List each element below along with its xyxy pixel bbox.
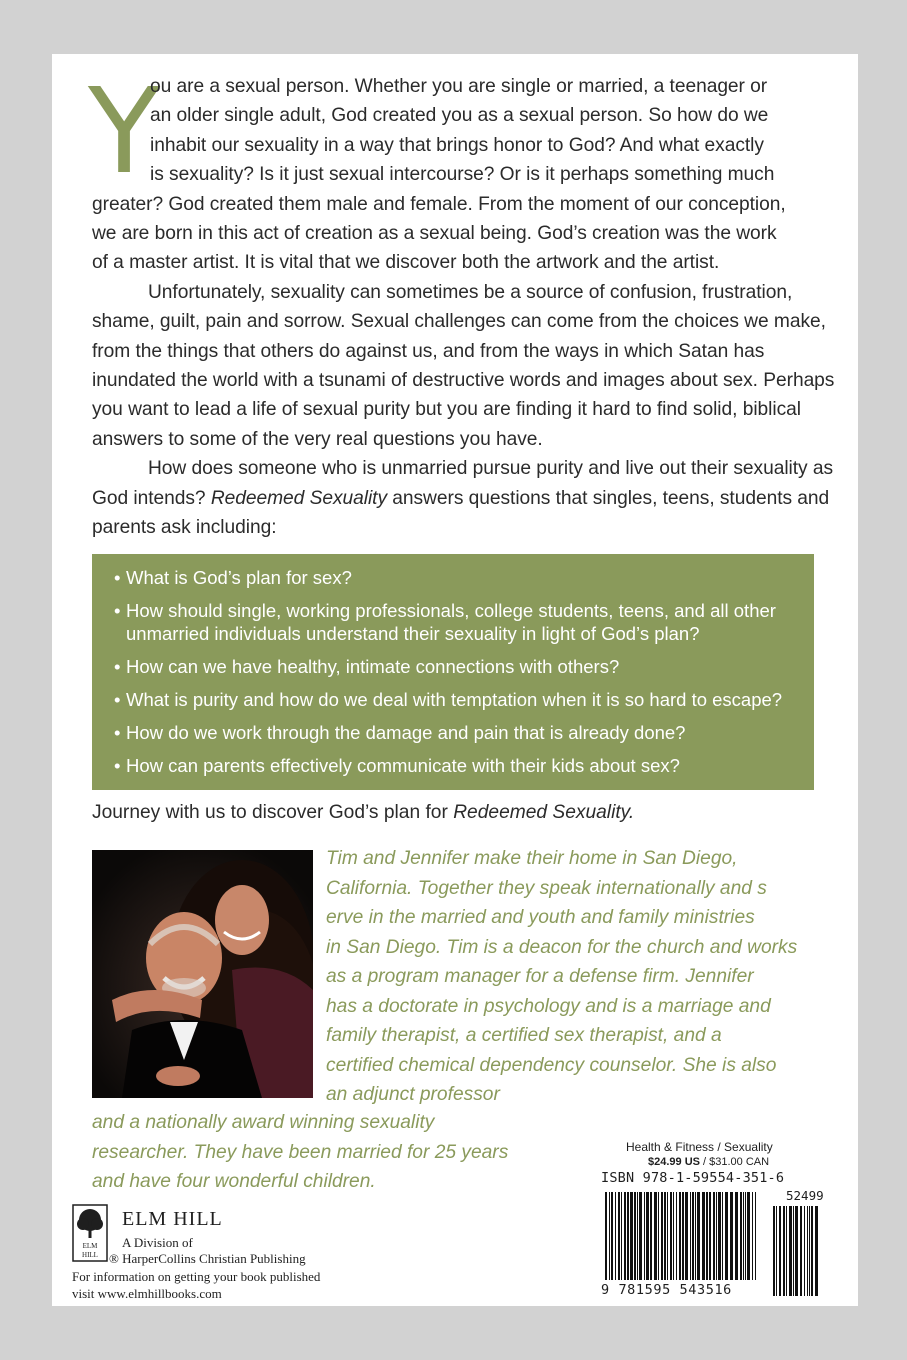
bio-line: and a nationally award winning sexuality <box>92 1112 435 1133</box>
barcode-bar <box>661 1192 663 1280</box>
barcode-bar <box>793 1206 794 1296</box>
barcode-bar <box>807 1206 808 1296</box>
journey-book-title: Redeemed Sexuality. <box>453 802 635 823</box>
second-paragraph: Unfortunately, sexuality can sometimes be a source of confusion, frustration, shame, guilt, pain and sorrow. Sexual challenges can come from the choices we make, from the things that others do against us, and from the ways in which Satan has inundated the world with a tsunami of destructive words and images about sex. Perhaps you want to lead a life of sexual purity but you are finding it hard to find solid, biblical answers to some of the very real questions you have. <box>92 281 835 450</box>
bio-line: California. Together they speak internationally and s <box>326 877 767 899</box>
publisher-name: ELM HILL <box>122 1208 223 1230</box>
barcode-bar <box>747 1192 750 1280</box>
barcode-bar <box>605 1192 607 1280</box>
barcode-bar <box>618 1192 620 1280</box>
questions-box <box>92 554 814 790</box>
bullet-icon: • <box>114 600 121 621</box>
barcode-bar <box>718 1192 721 1280</box>
barcode-bar <box>611 1192 613 1280</box>
barcode-bar <box>673 1192 674 1280</box>
barcode-bar <box>783 1206 785 1296</box>
barcode-bar <box>745 1192 746 1280</box>
barcode-bar <box>795 1206 798 1296</box>
price-supplement: 52499 <box>786 1188 824 1203</box>
journey-line <box>92 802 634 824</box>
barcode-bar <box>697 1192 700 1280</box>
barcode-bar <box>716 1192 717 1280</box>
barcode-bar <box>624 1192 626 1280</box>
barcode-bar <box>735 1192 738 1280</box>
question-item <box>114 599 814 645</box>
question-item <box>114 721 814 744</box>
isbn-label: ISBN 978-1-59554-351-6 <box>601 1170 785 1186</box>
barcode-digits: 9 781595 543516 <box>601 1282 732 1298</box>
barcode-bar <box>755 1192 756 1280</box>
publisher-division <box>109 1235 306 1267</box>
price-can: / $31.00 CAN <box>699 1156 770 1168</box>
barcode-bar <box>670 1192 672 1280</box>
barcode-bar <box>682 1192 684 1280</box>
question-text: How do we work through the damage and pain that is already done? <box>126 722 686 743</box>
bio-line: has a doctorate in psychology and is a marriage and <box>326 995 771 1017</box>
barcode-bar <box>627 1192 629 1280</box>
barcode-bar <box>650 1192 652 1280</box>
barcode-bar <box>752 1192 753 1280</box>
barcode-bar <box>615 1192 616 1280</box>
back-cover <box>52 54 858 1306</box>
author-bio-continued <box>92 1108 552 1197</box>
bullet-icon: • <box>114 567 121 588</box>
barcode-bar <box>702 1192 705 1280</box>
logo-text: HILL <box>82 1251 98 1259</box>
barcode-bar <box>695 1192 696 1280</box>
barcode-bar <box>786 1206 787 1296</box>
barcode-bar <box>740 1192 742 1280</box>
bullet-icon: • <box>114 722 121 743</box>
barcode-bar <box>725 1192 728 1280</box>
book-price <box>648 1156 769 1168</box>
question-text: What is purity and how do we deal with temptation when it is so hard to escape? <box>126 689 783 710</box>
division-line: A Division of <box>122 1235 193 1250</box>
barcode-bar <box>706 1192 708 1280</box>
intro-line: an older single adult, God created you as a sexual person. So how do we <box>150 105 769 127</box>
third-paragraph-start: How does someone who is unmarried pursue purity and live out their sexuality as God intends? <box>92 458 834 509</box>
barcode-bar <box>676 1192 677 1280</box>
third-paragraph-end: answers questions that singles, teens, students and parents ask including: <box>92 487 830 539</box>
barcode-bar <box>630 1192 633 1280</box>
description <box>92 72 844 543</box>
barcode-bar <box>776 1206 777 1296</box>
book-category: Health & Fitness / Sexuality <box>626 1140 773 1154</box>
barcode-bar <box>644 1192 645 1280</box>
barcode-bar <box>634 1192 636 1280</box>
publisher-info-line: visit www.elmhillbooks.com <box>72 1286 222 1301</box>
barcode-bar <box>685 1192 688 1280</box>
third-paragraph <box>92 454 844 542</box>
publisher-info-line: For information on getting your book published <box>72 1269 321 1284</box>
barcode-bar <box>664 1192 666 1280</box>
intro-line: greater? God created them male and female. From the moment of our conception, <box>92 193 786 215</box>
barcode-bar <box>639 1192 642 1280</box>
bio-line: Tim and Jennifer make their home in San Diego, <box>326 848 738 869</box>
question-text: How can we have healthy, intimate connections with others? <box>126 656 620 677</box>
barcode-bar <box>815 1206 818 1296</box>
drop-cap: Y <box>88 62 161 200</box>
question-item <box>114 754 814 777</box>
barcode-bar <box>692 1192 694 1280</box>
bio-line: as a program manager for a defense firm. Jennifer <box>326 966 754 987</box>
question-item <box>114 688 814 711</box>
question-item <box>114 566 814 589</box>
barcode-bar <box>621 1192 622 1280</box>
barcode-bar <box>658 1192 659 1280</box>
bio-line: in San Diego. Tim is a deacon for the church and works <box>326 936 798 958</box>
barcode-bar <box>679 1192 681 1280</box>
intro-line: inhabit our sexuality in a way that brings honor to God? And what exactly <box>150 134 764 156</box>
book-title: Redeemed Sexuality <box>210 487 387 509</box>
bio-line: certified chemical dependency counselor. She is also <box>326 1054 777 1076</box>
barcode-bar <box>667 1192 668 1280</box>
intro-paragraph <box>92 72 844 278</box>
barcode-bar <box>811 1206 813 1296</box>
intro-line: we are born in this act of creation as a sexual being. God’s creation was the work <box>92 223 777 245</box>
barcode-bar <box>637 1192 638 1280</box>
barcode-bar <box>609 1192 610 1280</box>
question-text: What is God’s plan for sex? <box>126 567 352 588</box>
barcode-bar <box>804 1206 805 1296</box>
barcode-bar <box>789 1206 792 1296</box>
price-us: $24.99 US <box>648 1156 700 1168</box>
author-photo-image <box>92 850 313 1098</box>
bio-line: erve in the married and youth and family ministries <box>326 907 755 928</box>
barcode-bar <box>654 1192 657 1280</box>
barcode-bar <box>713 1192 715 1280</box>
bio-line: an adjunct professor <box>326 1084 500 1105</box>
barcode-bar <box>773 1206 775 1296</box>
bullet-icon: • <box>114 689 121 710</box>
author-bio <box>326 844 826 1110</box>
bio-line: and have four wonderful children. <box>92 1171 376 1192</box>
elm-hill-logo-icon <box>72 1204 108 1262</box>
logo-text: ELM <box>82 1242 98 1250</box>
questions-list <box>114 566 814 777</box>
publisher-info <box>72 1268 320 1302</box>
bio-line: family therapist, a certified sex therapist, and a <box>326 1025 722 1046</box>
barcode-bar <box>722 1192 723 1280</box>
question-text: How can parents effectively communicate with their kids about sex? <box>126 755 680 776</box>
journey-text: Journey with us to discover God’s plan for <box>92 802 454 823</box>
intro-line: ou are a sexual person. Whether you are single or married, a teenager or <box>150 76 768 97</box>
division-line: HarperCollins Christian Publishing <box>122 1251 306 1266</box>
registered-mark: ® <box>109 1251 119 1266</box>
barcode-bar <box>690 1192 691 1280</box>
barcode-bar <box>646 1192 649 1280</box>
question-text: How should single, working professionals, college students, teens, and all other unmarried individuals understand their sexuality in light of God’s plan? <box>126 600 776 644</box>
barcode-bar <box>730 1192 733 1280</box>
bio-line: researcher. They have been married for 25 years <box>92 1141 509 1163</box>
intro-line: is sexuality? Is it just sexual intercourse? Or is it perhaps something much <box>150 164 775 186</box>
author-photo <box>92 850 313 1098</box>
intro-line: of a master artist. It is vital that we discover both the artwork and the artist. <box>92 252 720 274</box>
barcode-bar <box>709 1192 711 1280</box>
barcode-bar <box>809 1206 810 1296</box>
barcode-bar <box>779 1206 781 1296</box>
bullet-icon: • <box>114 656 121 677</box>
barcode-bar <box>743 1192 744 1280</box>
question-item <box>114 655 814 678</box>
barcode-bar <box>800 1206 802 1296</box>
bullet-icon: • <box>114 755 121 776</box>
